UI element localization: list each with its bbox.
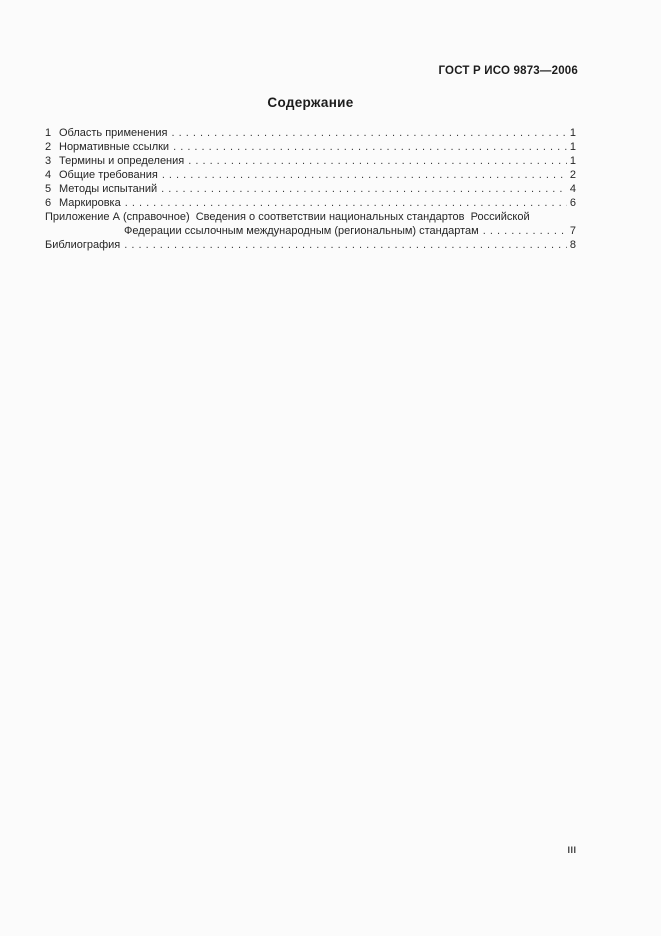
toc-appendix-page: 7: [569, 225, 576, 237]
toc-entry: [45, 154, 576, 168]
toc-entry-number: 4: [45, 169, 52, 181]
footer-page-number: III: [567, 845, 577, 855]
dot-leader: [173, 140, 567, 154]
dot-leader: [483, 224, 567, 238]
toc-entry-label: Термины и определения: [59, 155, 185, 167]
page-title: Содержание: [267, 95, 354, 110]
toc-entry-page: 2: [569, 169, 576, 181]
toc-entry-number: 3: [45, 155, 52, 167]
toc-entry: [45, 168, 576, 182]
toc-entry-number: 1: [45, 127, 52, 139]
toc-entry-page: 1: [569, 127, 576, 139]
toc-entry: [45, 196, 576, 210]
toc-entry-page: 4: [569, 183, 576, 195]
toc-entry-label: Общие требования: [59, 169, 158, 181]
doc-code-header: ГОСТ Р ИСО 9873—2006: [438, 65, 578, 77]
toc-entry-page: 6: [569, 197, 576, 209]
toc-entry-label: Область применения: [59, 127, 168, 139]
toc-entry-number: 2: [45, 141, 52, 153]
toc-entry: [45, 140, 576, 154]
table-of-contents: [45, 126, 576, 252]
toc-entry-label: Маркировка: [59, 197, 121, 209]
dot-leader: [162, 168, 567, 182]
toc-entry-number: 6: [45, 197, 52, 209]
toc-bibliography-page: 8: [569, 239, 576, 251]
toc-entry: [45, 182, 576, 196]
toc-entry-page: 1: [569, 155, 576, 167]
toc-appendix-line2: [45, 224, 576, 238]
toc-entry-page: 1: [569, 141, 576, 153]
toc-entry-label: Методы испытаний: [59, 183, 158, 195]
toc-entry: [45, 126, 576, 140]
dot-leader: [172, 126, 568, 140]
toc-bibliography: [45, 238, 576, 252]
toc-entry-number: 5: [45, 183, 52, 195]
toc-appendix-line1: Приложение А (справочное) Сведения о соответствии национальных стандартов Российской: [45, 211, 530, 223]
dot-leader: [161, 182, 567, 196]
toc-appendix-label: Федерации ссылочным международным (региональным) стандартам: [124, 225, 479, 237]
toc-bibliography-label: Библиография: [45, 239, 121, 251]
dot-leader: [124, 238, 567, 252]
dot-leader: [188, 154, 567, 168]
toc-entry-label: Нормативные ссылки: [59, 141, 170, 153]
dot-leader: [125, 196, 567, 210]
